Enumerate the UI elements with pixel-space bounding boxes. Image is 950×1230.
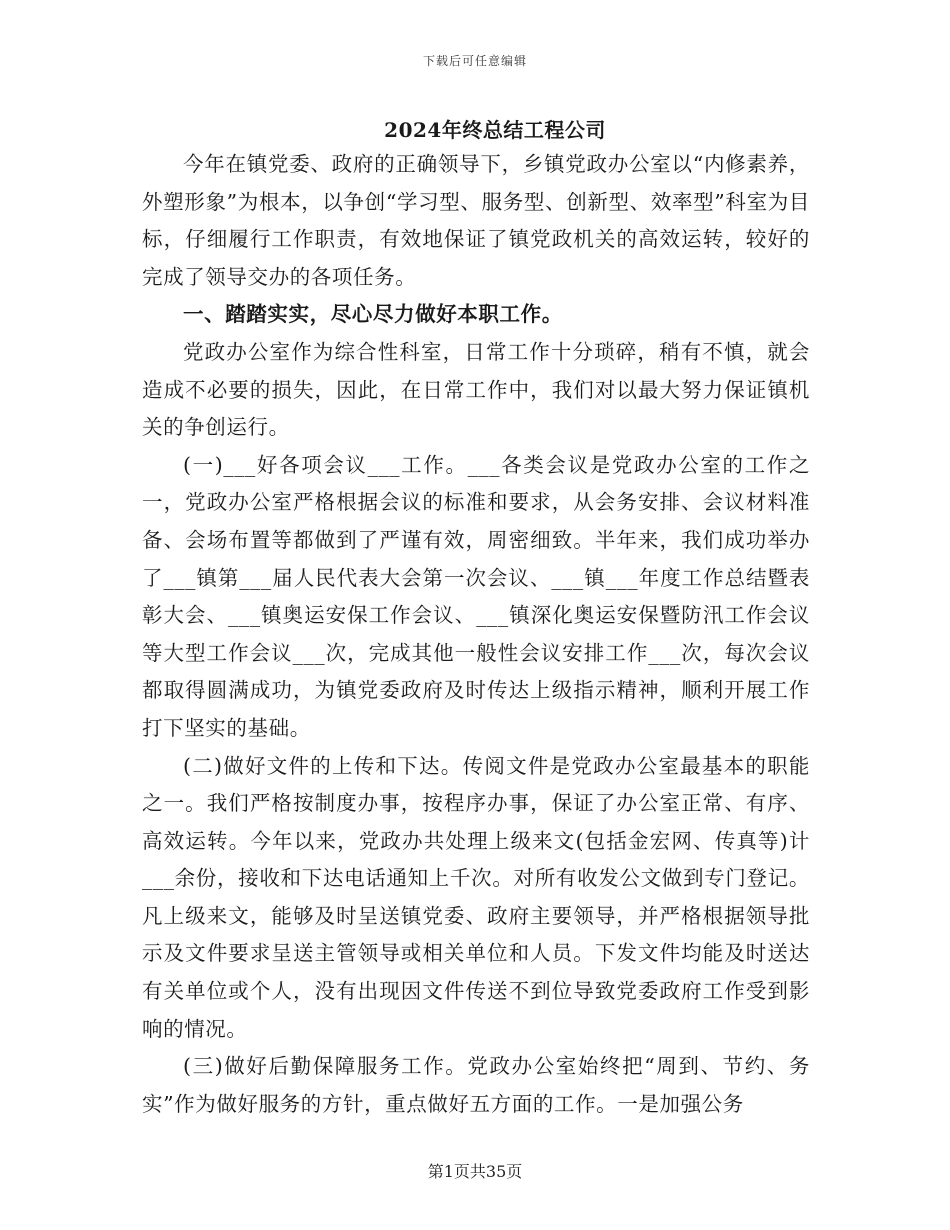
- header-note: 下载后可任意编辑: [422, 54, 527, 68]
- paragraph-intro: 今年在镇党委、政府的正确领导下，乡镇党政办公室以“内修素养，外塑形象”为根本，以争创“学习型、服务型、创新型、效率型”科室为目标，仔细履行工作职责，有效地保证了镇党政机关的高效运转，较好的完成了领导交办的各项任务。: [142, 152, 810, 289]
- page-number-footer: 第1页共35页: [427, 1162, 523, 1181]
- paragraph-section-1-intro: 党政办公室作为综合性科室，日常工作十分琐碎，稍有不慎，就会造成不必要的损失，因此，在日常工作中，我们对以最大努力保证镇机关的争创运行。: [142, 339, 810, 440]
- section-heading-1: 一、踏踏实实，尽心尽力做好本职工作。: [183, 302, 563, 327]
- paragraph-item-1: (一)___好各项会议___工作。___各类会议是党政办公室的工作之一，党政办公室严格根据会议的标准和要求，从会务安排、会议材料准备、会场布置等都做到了严谨有效，周密细致。半年来，我们成功举办了___镇第___届人民代表大会第一次会议、___镇___年度工作总结暨表彰大会、___镇奥运安保工作会议、___镇深化奥运安保暨防汛工作会议等大型工作会议___次，完成其他一般性会议安排工作___次，每次会议都取得圆满成功，为镇党委政府及时传达上级指示精神，顺利开展工作打下坚实的基础。: [142, 452, 810, 740]
- document-title: 2024年终总结工程公司: [384, 118, 606, 142]
- document-body: [142, 146, 810, 1123]
- paragraph-item-2: (二)做好文件的上传和下达。传阅文件是党政办公室最基本的职能之一。我们严格按制度办事，按程序办事，保证了办公室正常、有序、高效运转。今年以来，党政办共处理上级来文(包括金宏网、传真等)计___余份，接收和下达电话通知上千次。对所有收发公文做到专门登记。凡上级来文，能够及时呈送镇党委、政府主要领导，并严格根据领导批示及文件要求呈送主管领导或相关单位和人员。下发文件均能及时送达有关单位或个人，没有出现因文件传送不到位导致党委政府工作受到影响的情况。: [142, 753, 810, 1041]
- paragraph-item-3: (三)做好后勤保障服务工作。党政办公室始终把“周到、节约、务实”作为做好服务的方针，重点做好五方面的工作。一是加强公务: [142, 1054, 810, 1116]
